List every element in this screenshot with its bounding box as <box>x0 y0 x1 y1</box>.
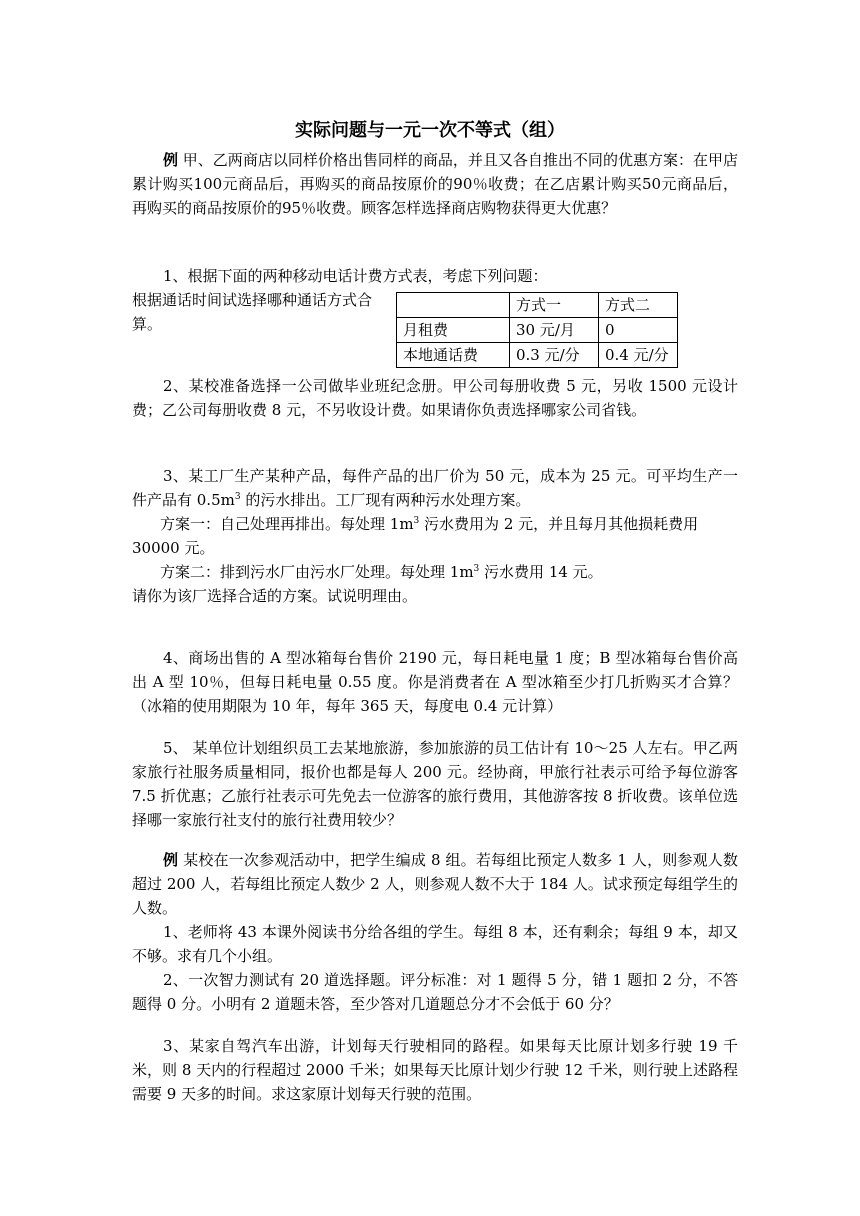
fee-table <box>396 292 678 368</box>
table-cell: 方式一 <box>510 293 599 318</box>
question-4-text: 4、商场出售的 A 型冰箱每台售价 2190 元，每日耗电量 1 度；B 型冰箱每台售价高出 A 型 10％，但每日耗电量 0.55 度。你是消费者在 A 型冰箱至少打几折购买才合算？（冰箱的使用期限为 10 年，每年 365 天，每度电 0.4 元计算） <box>132 649 738 715</box>
page-title: 实际问题与一元一次不等式（组） <box>295 120 565 141</box>
question-3-text-b: 的污水排出。工厂现有两种污水处理方案。 <box>240 491 531 509</box>
table-cell: 0.4 元/分 <box>599 343 678 368</box>
question-7-text: 2、一次智力测试有 20 道选择题。评分标准：对 1 题得 5 分，错 1 题扣 2 分，不答题得 0 分。小明有 2 道题未答，至少答对几道题总分才不会低于 60 分？ <box>132 971 738 1013</box>
example-label: 例 <box>163 151 179 169</box>
question-5 <box>132 736 738 832</box>
superscript: 3 <box>473 564 480 574</box>
plan-1-text-b: 污水费用为 2 元，并且每月其他损耗费用 <box>419 515 699 533</box>
example-2 <box>132 848 738 1016</box>
table-cell <box>397 293 510 318</box>
question-8-text: 3、某家自驾汽车出游，计划每天行驶相同的路程。如果每天比原计划多行驶 19 千米，则 8 天内的行程超过 2000 千米；如果每天比原计划少行驶 12 千米，则行驶上述路程需要 9 天多的时间。求这家原计划每天行驶的范围。 <box>132 1037 738 1103</box>
example-1 <box>132 148 738 220</box>
question-8 <box>132 1034 738 1106</box>
question-1-question: 根据通话时间试选择哪种通话方式合算。 <box>132 291 373 333</box>
question-6-text: 1、老师将 43 本课外阅读书分给各组的学生。每组 8 本，还有剩余；每组 9 本，却又不够。求有几个小组。 <box>132 923 738 965</box>
question-1-intro <box>132 264 738 288</box>
table-cell: 月租费 <box>397 318 510 343</box>
table-cell: 本地通话费 <box>397 343 510 368</box>
example-text: 甲、乙两商店以同样价格出售同样的商品，并且又各自推出不同的优惠方案：在甲店累计购买100元商品后，再购买的商品按原价的90％收费；在乙店累计购买50元商品后，再购买的商品按原价的95％收费。顾客怎样选择商店购物获得更大优惠？ <box>132 151 738 217</box>
question-2-text: 2、某校准备选择一公司做毕业班纪念册。甲公司每册收费 5 元，另收 1500 元设计费；乙公司每册收费 8 元，不另收设计费。如果请你负责选择哪家公司省钱。 <box>132 377 738 419</box>
table-cell: 0.3 元/分 <box>510 343 599 368</box>
question-2 <box>132 374 738 422</box>
superscript: 3 <box>234 492 241 502</box>
table-cell: 方式二 <box>599 293 678 318</box>
question-3-text-a: 3、某工厂生产某种产品，每件产品的出厂价为 50 元，成本为 25 元。可平均生产一件产品有 0.5m <box>132 467 738 509</box>
table-row <box>397 318 678 343</box>
question-3-ask: 请你为该厂选择合适的方案。试说明理由。 <box>132 587 418 605</box>
table-cell: 30 元/月 <box>510 318 599 343</box>
table-cell: 0 <box>599 318 678 343</box>
question-1-text <box>132 288 372 336</box>
plan-2-text-b: 污水费用 14 元。 <box>479 563 603 581</box>
plan-2-text-a: 方案二：排到污水厂由污水厂处理。每处理 1m <box>160 563 474 581</box>
table-header-row <box>397 293 678 318</box>
example-text: 某校在一次参观活动中，把学生编成 8 组。若每组比预定人数多 1 人，则参观人数超过 200 人，若每组比预定人数少 2 人，则参观人数不大于 184 人。试求预定每组学生的人数。 <box>132 851 738 917</box>
question-1-intro-text: 1、根据下面的两种移动电话计费方式表，考虑下列问题： <box>163 267 548 285</box>
question-3 <box>132 464 738 608</box>
example-label: 例 <box>163 851 179 869</box>
question-4 <box>132 646 738 718</box>
question-5-text: 5、 某单位计划组织员工去某地旅游，参加旅游的员工估计有 10～25 人左右。甲乙两家旅行社服务质量相同，报价也都是每人 200 元。经协商，甲旅行社表示可给予每位游客 7.5 折优惠；乙旅行社表示可先免去一位游客的旅行费用，其他游客按 8 折收费。该单位选择哪一家旅行社支付的旅行社费用较少？ <box>132 739 738 829</box>
plan-1-text-a: 方案一：自己处理再排出。每处理 1m <box>160 515 414 533</box>
superscript: 3 <box>413 516 420 526</box>
table-row <box>397 343 678 368</box>
plan-1-text-c: 30000 元。 <box>132 539 215 557</box>
